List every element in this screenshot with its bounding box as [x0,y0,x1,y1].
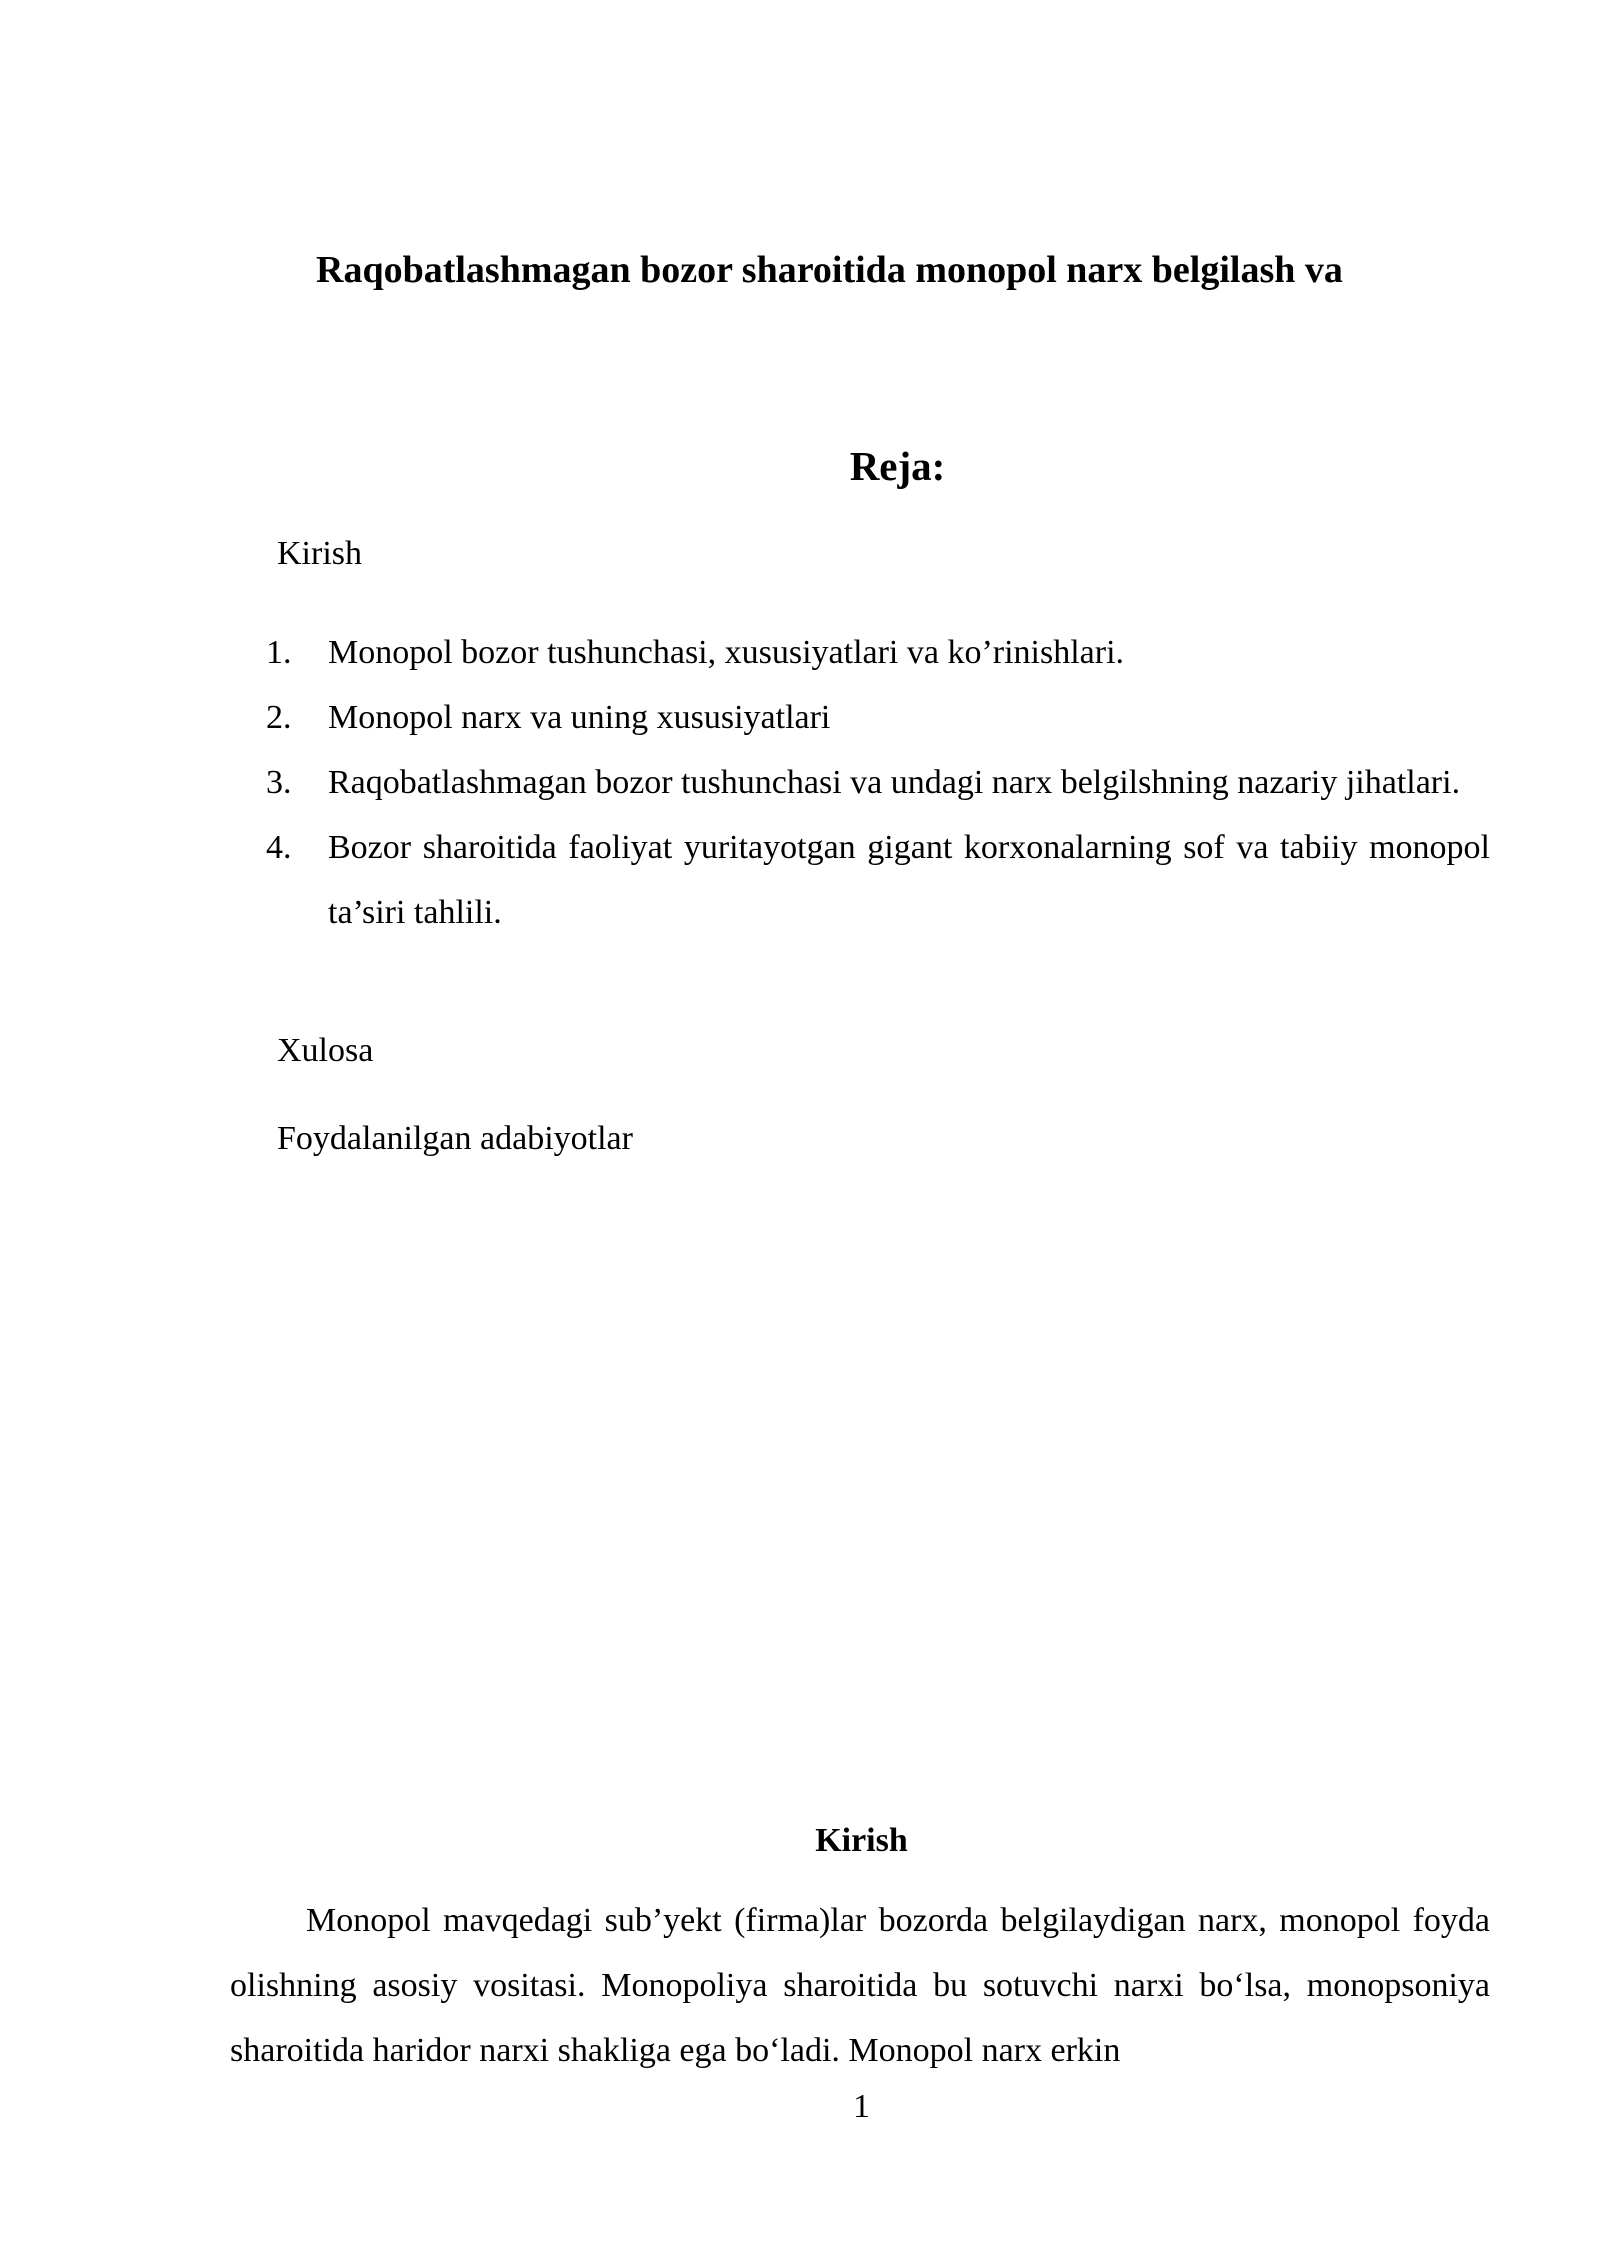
plan-item-number: 4. [266,829,292,866]
plan-list [266,620,1490,945]
plan-item-text: Monopol narx va uning xususiyatlari [328,699,831,736]
plan-conclusion-item: Xulosa [277,1032,374,1069]
section-heading-intro: Kirish [815,1822,908,1859]
plan-item-text: Monopol bozor tushunchasi, xususiyatlari va ko’rinishlari. [328,634,1125,671]
plan-heading: Reja: [849,443,946,489]
page-number: 1 [853,2088,870,2125]
plan-item-text: Bozor sharoitida faoliyat yuritayotgan gigant korxonalarning sof va tabiiy monopol ta’siri tahlili. [328,829,1490,931]
plan-intro-item: Kirish [277,535,362,572]
intro-paragraph: Monopol mavqedagi sub’yekt (firma)lar bozorda belgilaydigan narx, monopol foyda olishning asosiy vositasi. Monopoliya sharoitida bu sotuvchi narxi bo‘lsa, monopsoniya sharoitida haridor narxi shakliga ega bo‘ladi. Monopol narx erkin [230,1902,1490,2069]
plan-item-3 [266,750,1490,815]
plan-item-2 [266,685,1490,750]
document-title: Raqobatlashmagan bozor sharoitida monopol narx belgilash va [316,249,1343,291]
plan-item-number: 3. [266,764,292,801]
plan-item-1 [266,620,1490,685]
plan-item-number: 1. [266,634,292,671]
plan-item-number: 2. [266,699,292,736]
plan-item-text: Raqobatlashmagan bozor tushunchasi va undagi narx belgilshning nazariy jihatlari. [328,764,1461,801]
plan-references-item: Foydalanilgan adabiyotlar [277,1120,633,1157]
plan-item-4 [266,815,1490,945]
